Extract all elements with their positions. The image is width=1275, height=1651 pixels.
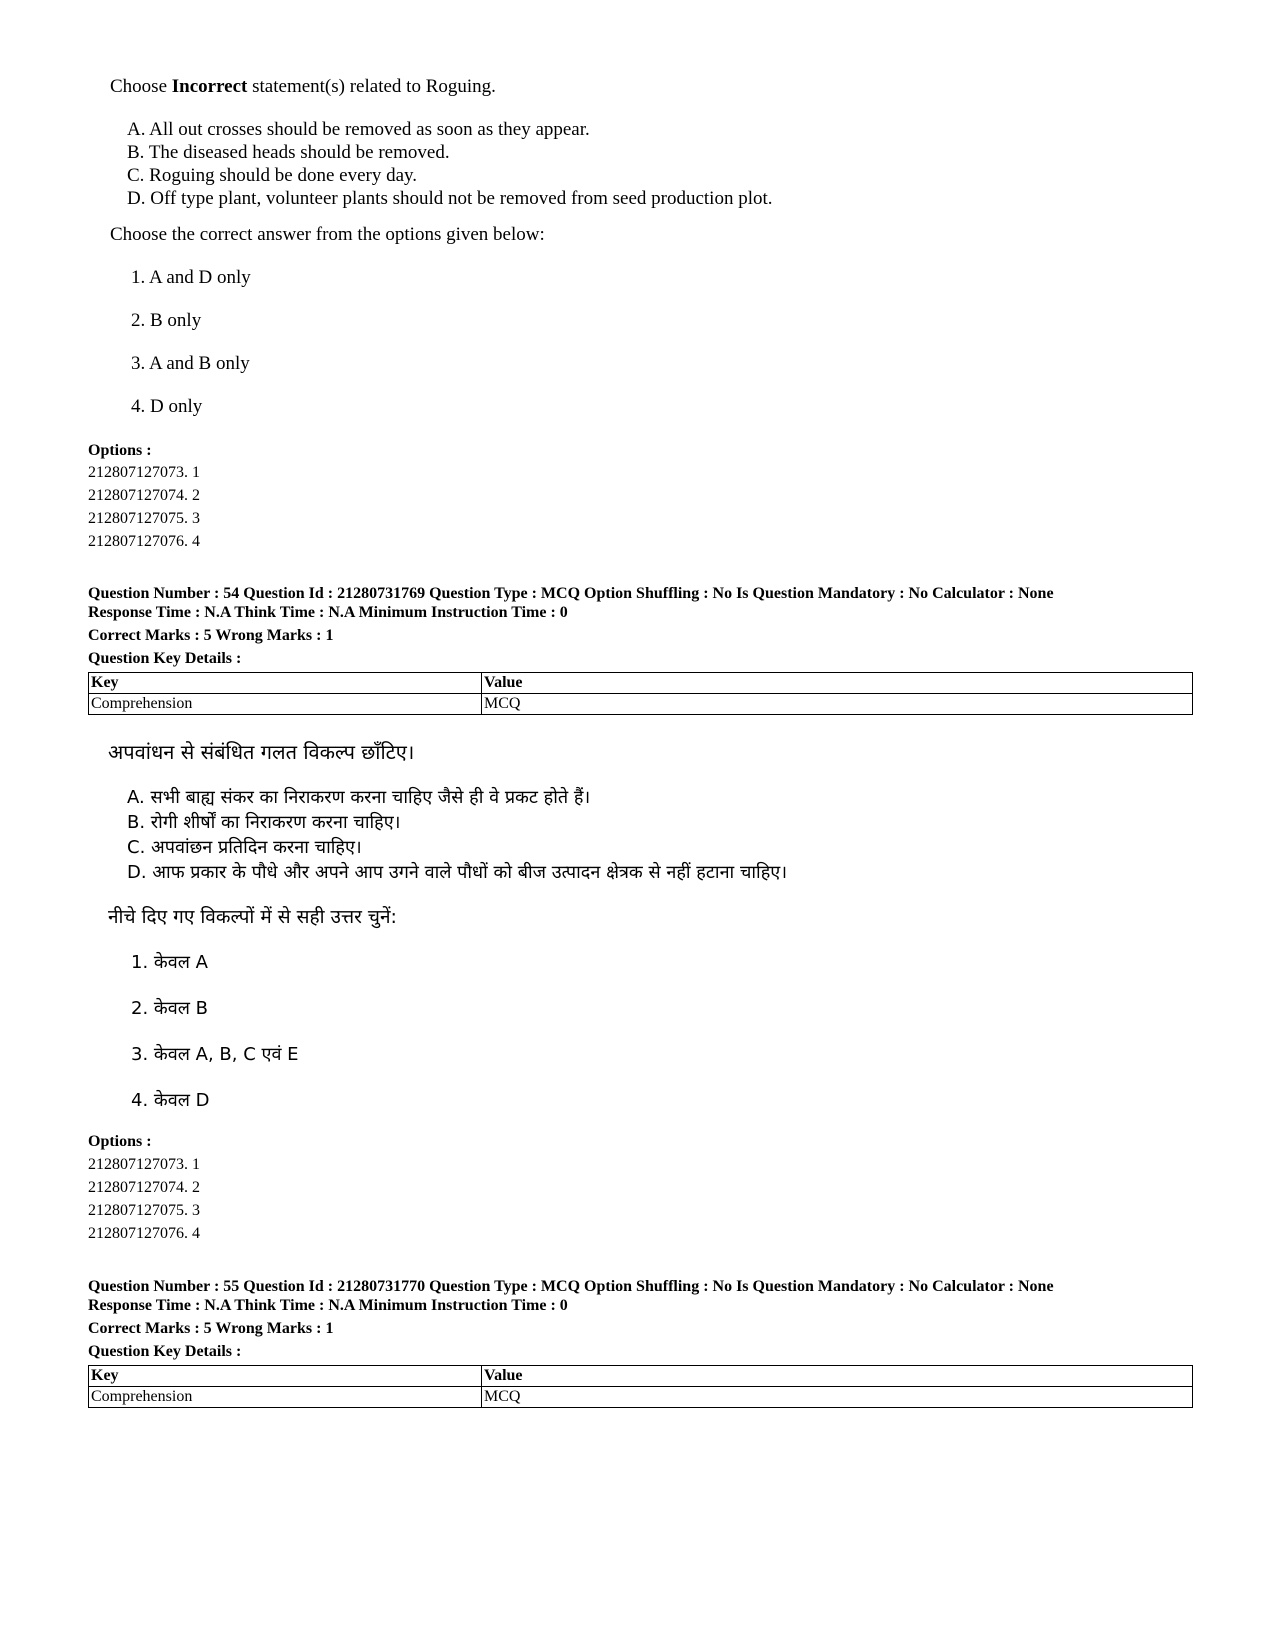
q55-key-table: [88, 1365, 1193, 1408]
q55-key-cell: Comprehension: [89, 1387, 482, 1408]
q54-key-table: [88, 672, 1193, 715]
q55-marks: Correct Marks : 5 Wrong Marks : 1: [88, 1320, 334, 1337]
q54-option-id-1: 212807127073. 1: [88, 1156, 200, 1173]
q54-option-id-2: 212807127074. 2: [88, 1179, 200, 1196]
q53-statement-a: A. All out crosses should be removed as soon as they appear.: [127, 119, 590, 140]
q54-choice-1: 1. केवल A: [131, 952, 208, 973]
q53-statement-b: B. The diseased heads should be removed.: [127, 142, 450, 163]
q53-statements: [127, 118, 1207, 210]
table-row: [89, 1366, 1193, 1387]
table-row: [89, 1387, 1193, 1408]
q54-prompt-text: नीचे दिए गए विकल्पों में से सही उत्तर चुनें:: [108, 906, 397, 928]
q53-option-id-1: 212807127073. 1: [88, 464, 200, 481]
q54-statements: [127, 785, 1207, 885]
q54-options-label: Options :: [88, 1133, 152, 1150]
q54-key-header: Key: [89, 673, 482, 694]
q53-choice-3: 3. A and B only: [131, 353, 250, 374]
table-row: [89, 694, 1193, 715]
q54-statement-b: B. रोगी शीर्षों का निराकरण करना चाहिए।: [127, 812, 401, 833]
q53-options-label: Options :: [88, 442, 152, 459]
q55-value-cell: MCQ: [482, 1387, 1193, 1408]
q54-choice-3: 3. केवल A, B, C एवं E: [131, 1044, 299, 1065]
q54-option-id-3: 212807127075. 3: [88, 1202, 200, 1219]
q54-statement-d: D. आफ प्रकार के पौधे और अपने आप उगने वाले पौधों को बीज उत्पादन क्षेत्रक से नहीं हटाना चाहिए।: [127, 862, 788, 883]
table-row: [89, 673, 1193, 694]
q53-prompt-text: Choose the correct answer from the options given below:: [110, 224, 545, 245]
q53-choice-4: 4. D only: [131, 396, 203, 417]
q54-choice-4: 4. केवल D: [131, 1090, 210, 1111]
q54-prompt: [108, 905, 1188, 929]
q53-prompt: [110, 224, 1190, 246]
q54-statement-c: C. अपवांछन प्रतिदिन करना चाहिए।: [127, 837, 362, 858]
q54-key-details-label: Question Key Details :: [88, 650, 242, 667]
q53-choice-1: 1. A and D only: [131, 267, 251, 288]
q53-choice-2: 2. B only: [131, 310, 202, 331]
q55-meta-line1: Question Number : 55 Question Id : 21280731770 Question Type : MCQ Option Shuffling : No Is Question Mandatory : No Calculator : None: [88, 1278, 1054, 1295]
q53-stem-text: Choose Incorrect statement(s) related to Roguing.: [110, 76, 496, 97]
q53-option-id-4: 212807127076. 4: [88, 533, 200, 550]
q54-key-cell: Comprehension: [89, 694, 482, 715]
q53-statement-d: D. Off type plant, volunteer plants should not be removed from seed production plot.: [127, 188, 773, 209]
q55-meta-line2: Response Time : N.A Think Time : N.A Minimum Instruction Time : 0: [88, 1297, 568, 1314]
q55-key-header: Key: [89, 1366, 482, 1387]
q53-option-id-2: 212807127074. 2: [88, 487, 200, 504]
q54-choice-2: 2. केवल B: [131, 998, 209, 1019]
q54-marks: Correct Marks : 5 Wrong Marks : 1: [88, 627, 334, 644]
q53-statement-c: C. Roguing should be done every day.: [127, 165, 418, 186]
q54-meta-line2: Response Time : N.A Think Time : N.A Minimum Instruction Time : 0: [88, 604, 568, 621]
q54-meta-line1: Question Number : 54 Question Id : 21280731769 Question Type : MCQ Option Shuffling : No Is Question Mandatory : No Calculator : None: [88, 585, 1054, 602]
q53-option-id-3: 212807127075. 3: [88, 510, 200, 527]
q54-option-id-4: 212807127076. 4: [88, 1225, 200, 1242]
q55-value-header: Value: [482, 1366, 1193, 1387]
q54-statement-a: A. सभी बाह्य संकर का निराकरण करना चाहिए जैसे ही वे प्रकट होते हैं।: [127, 787, 591, 808]
q53-stem: [110, 76, 1190, 98]
q54-stem: [108, 740, 1188, 764]
q54-value-header: Value: [482, 673, 1193, 694]
q55-key-details-label: Question Key Details :: [88, 1343, 242, 1360]
q54-stem-text: अपवांधन से संबंधित गलत विकल्प छाँटिए।: [108, 740, 415, 764]
q54-value-cell: MCQ: [482, 694, 1193, 715]
